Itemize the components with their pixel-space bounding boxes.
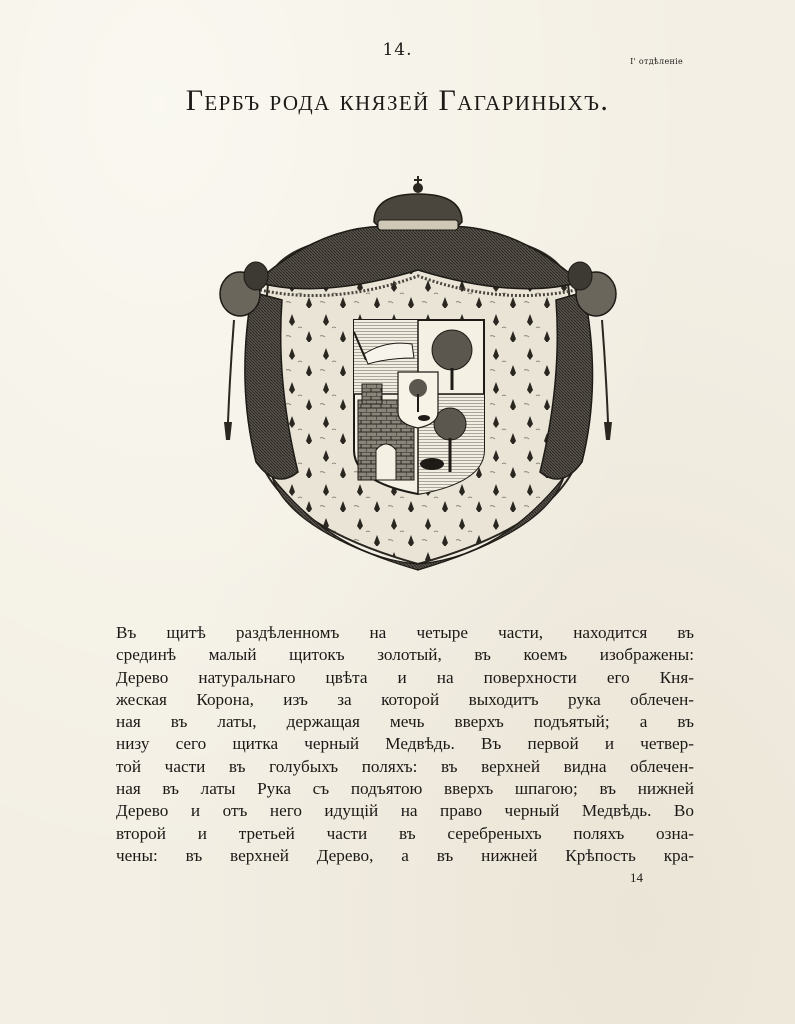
catchword: 14 (630, 870, 643, 885)
text-line: низу сего щитка черный Медвѣдь. Въ первой и четвер- (116, 734, 694, 754)
coat-of-arms-emblem (216, 172, 620, 572)
blazon-text (116, 622, 694, 867)
text-line: ная въ латы, держащая мечь вверхъ подъятый; а въ (116, 712, 694, 732)
text-line: срединѣ малый щитокъ золотый, въ коемъ изображены: (116, 645, 694, 665)
page-title: Гербъ рода князей Гагариныхъ. (185, 84, 610, 117)
text-line: жеская Корона, изъ за которой выходитъ рука облечен- (116, 689, 694, 709)
text-line: чены: въ верхней Дерево, а въ нижней Крѣпость кра- (116, 845, 694, 865)
text-line: ная въ латы Рука съ подъятою вверхъ шпагою; въ нижней (116, 779, 694, 799)
text-line: второй и третьей части въ серебреныхъ поляхъ озна- (116, 823, 694, 843)
text-line: Дерево натуральнаго цвѣта и на поверхности его Кня- (116, 667, 694, 687)
page-number: 14. (382, 40, 413, 60)
heraldic-shield (354, 320, 484, 494)
princely-crown-icon (374, 176, 462, 230)
section-label: I' отдѣленіе (630, 57, 683, 66)
text-line: Въ щитѣ раздѣленномъ на четыре части, находится въ (116, 623, 694, 642)
text-line: той части въ голубыхъ поляхъ: въ верхней видна облечен- (116, 756, 694, 776)
text-line: Дерево и отъ него идущій на право черный Медвѣдь. Во (116, 801, 694, 821)
